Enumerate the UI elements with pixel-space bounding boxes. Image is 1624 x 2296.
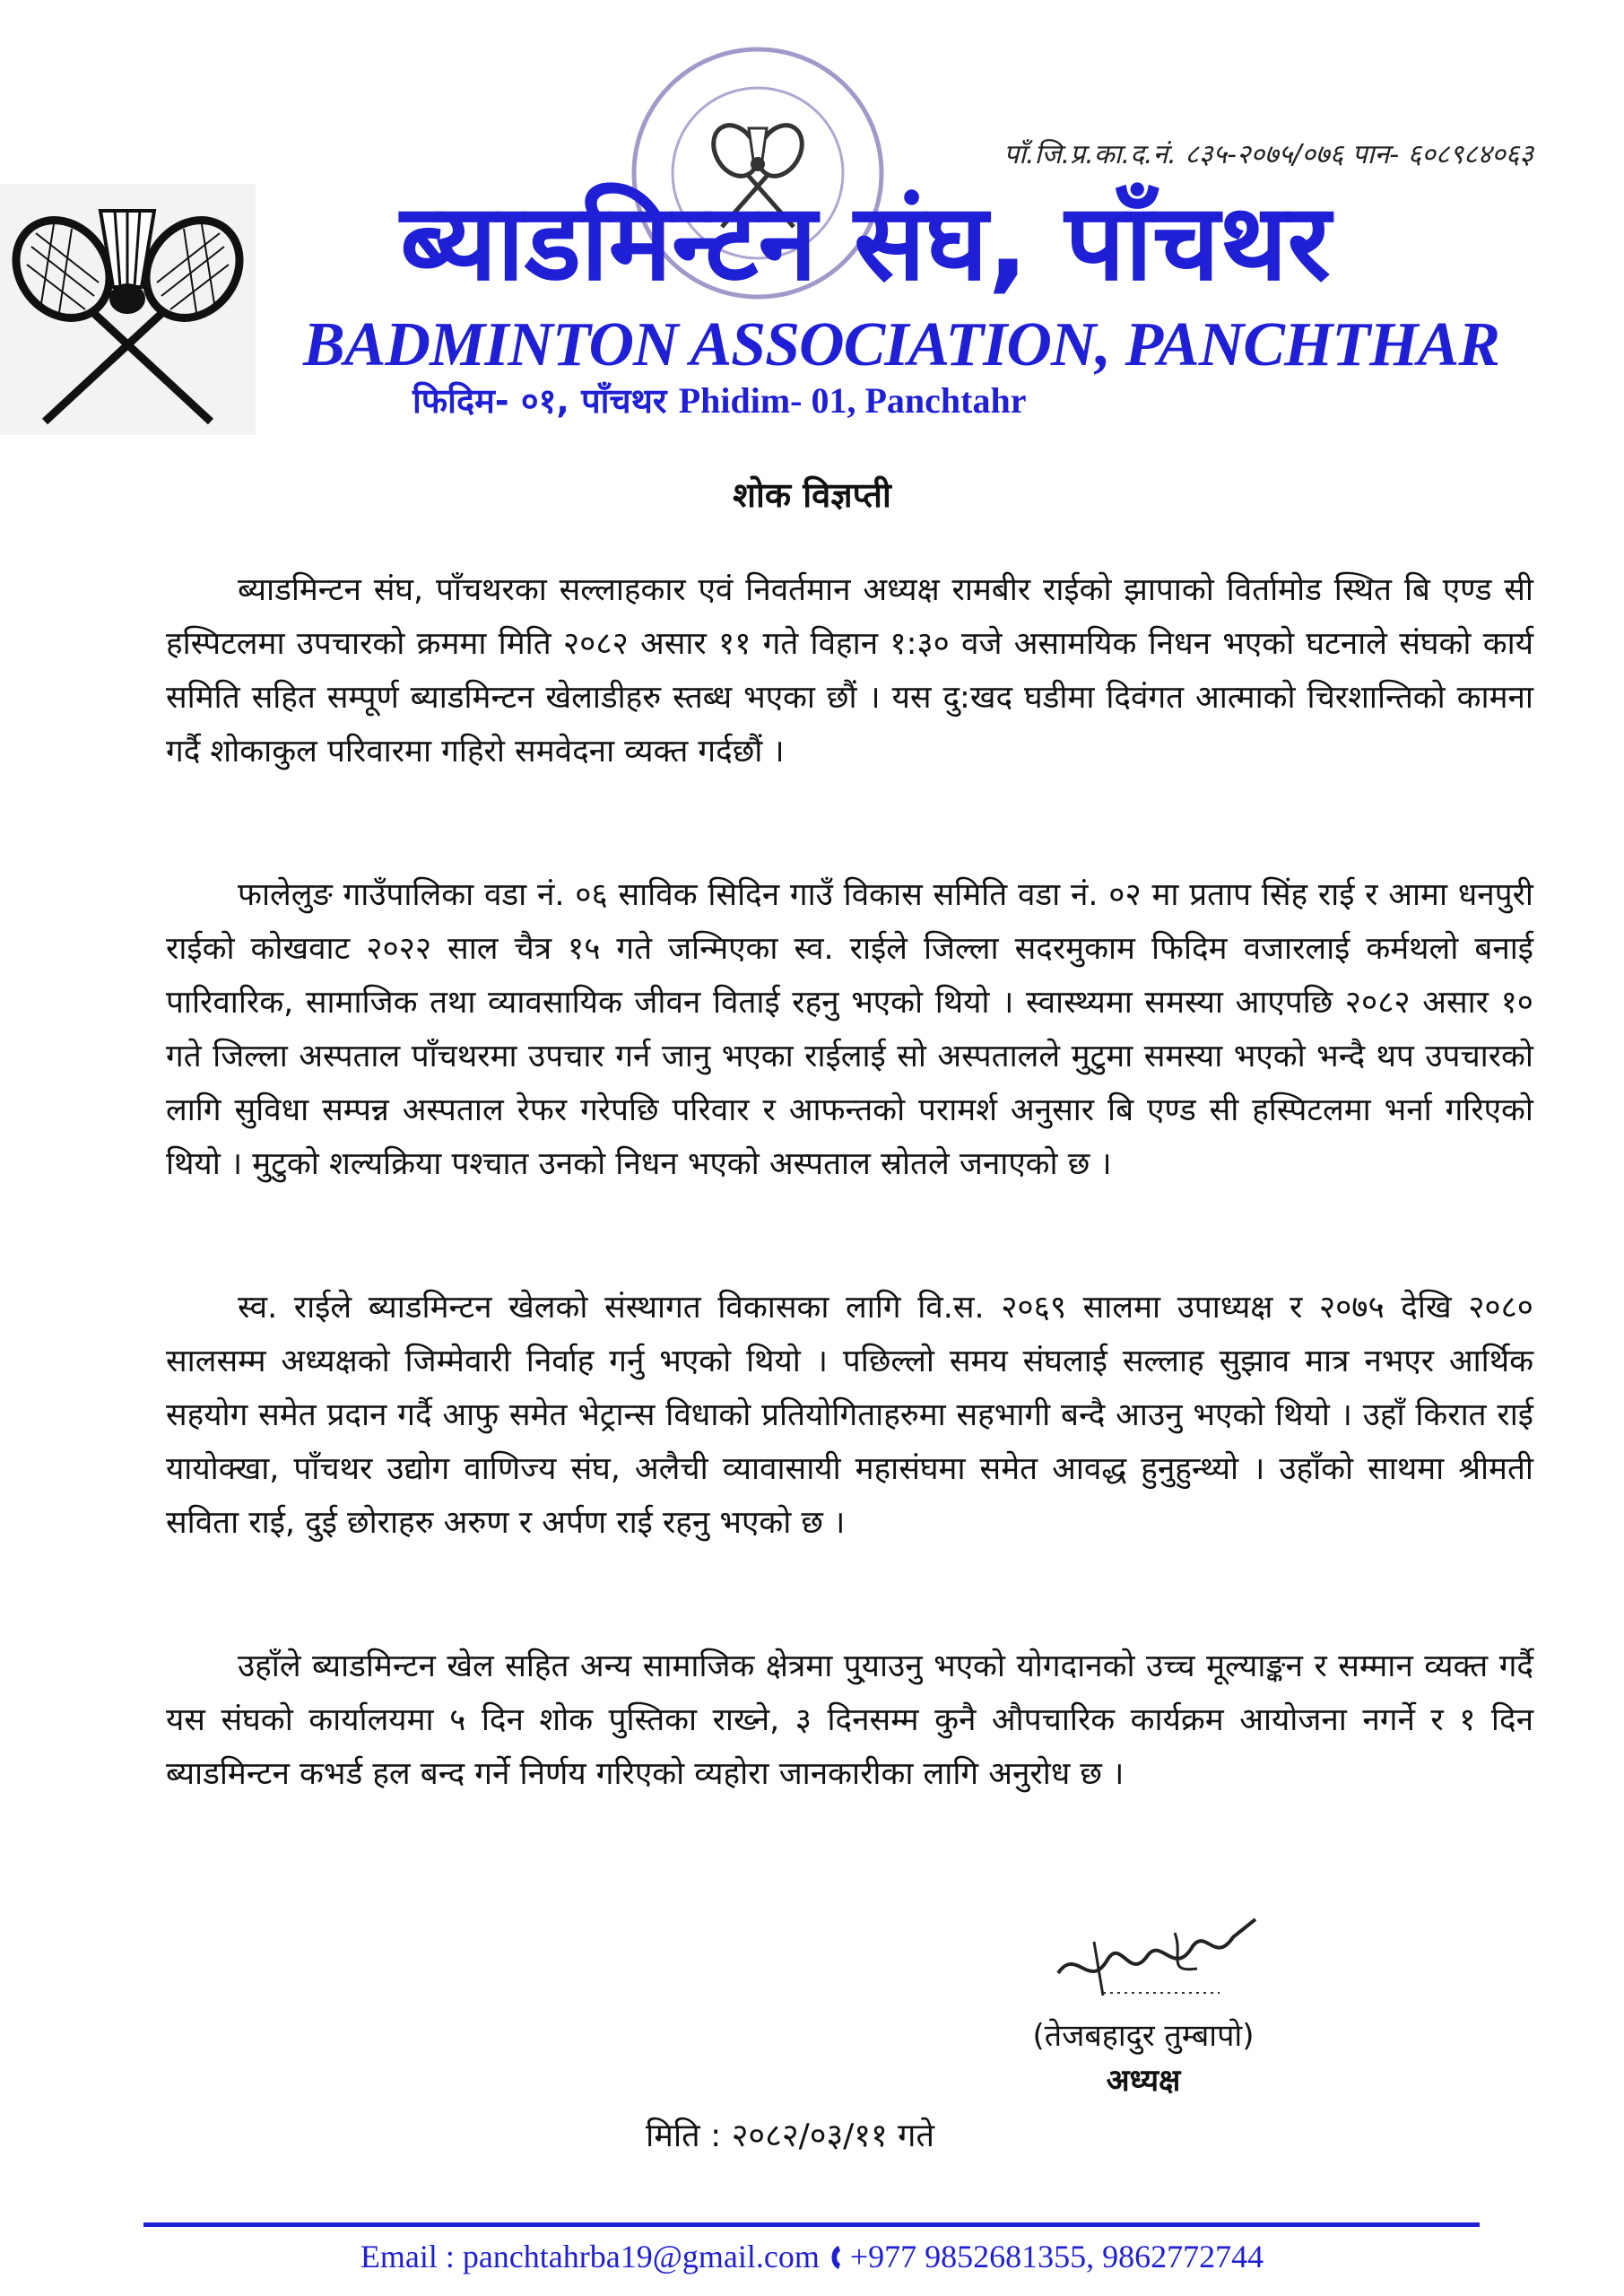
- organization-title-english: BADMINTON ASSOCIATION, PANCHTHAR: [303, 310, 1499, 379]
- footer-phone: +977 9852681355, 9862772744: [849, 2239, 1264, 2274]
- footer-email: Email : panchtahrba19@gmail.com: [360, 2239, 820, 2274]
- address-english: Phidim- 01, Panchtahr: [678, 380, 1027, 421]
- notice-paragraph: उहाँले ब्याडमिन्टन खेल सहित अन्य सामाजिक क्षेत्रमा पु्याउनु भएको योगदानको उच्च मूल्याङ्कन र सम्मान व्यक्त गर्दै यस संघको कार्यालयमा ५ दिन शोक पुस्तिका राख्ने, ३ दिनसम्म कुनै औपचारिक कार्यक्रम आयोजना नगर्ने र १ दिन ब्याडमिन्टन कभर्ड हल बन्द गर्ने निर्णय गरिएको व्यहोरा जानकारीका लागि अनुरोध छ ।: [166, 1648, 1533, 1792]
- notice-paragraph: ब्याडमिन्टन संघ, पाँचथरका सल्लाहकार एवं निवर्तमान अध्यक्ष रामबीर राईको झापाको विर्तामोड स्थित बि एण्ड सी हस्पिटलमा उपचारको क्रममा मिति २०८२ असार ११ गते विहान १:३० वजे असामयिक निधन भएको घटनाले संघको कार्य समिति सहित सम्पूर्ण ब्याडमिन्टन खेलाडीहरु स्तब्ध भएका छौं । यस दु:खद घडीमा दिवंगत आत्माको चिरशान्तिको कामना गर्दै शोकाकुल परिवारमा गहिरो समवेदना व्यक्त गर्दछौं ।: [166, 572, 1533, 770]
- registration-number: पाँ.जि.प्र.का.द.नं. ८३५-२०७५/०७६ पान- ६०८९८४०६३: [1003, 139, 1533, 170]
- phone-icon: [828, 2239, 850, 2274]
- notice-paragraph: स्व. राईले ब्याडमिन्टन खेलको संस्थागत विकासका लागि वि.स. २०६९ सालमा उपाध्यक्ष र २०७५ देखि २०८० सालसम्म अध्यक्षको जिम्मेवारी निर्वाह गर्नु भएको थियो । पछिल्लो समय संघलाई सल्लाह सुझाव मात्र नभएर आर्थिक सहयोग समेत प्रदान गर्दै आफु समेत भेट्रान्स विधाको प्रतियोगिताहरुमा सहभागी बन्दै आउनु भएको थियो । उहाँ किरात राई यायोक्खा, पाँचथर उद्योग वाणिज्य संघ, अलैची व्यावासायी महासंघमा समेत आवद्ध हुनुहुन्थ्यो । उहाँको साथमा श्रीमती सविता राई, दुई छोराहरु अरुण र अर्पण राई रहनु भएको छ ।: [166, 1290, 1533, 1541]
- footer-divider: [143, 2222, 1480, 2227]
- handwritten-signature: [1040, 1910, 1273, 2009]
- organization-address: [413, 377, 1309, 423]
- signatory-title: अध्यक्ष: [1106, 2063, 1181, 2099]
- footer-contact: [0, 2238, 1624, 2275]
- notice-paragraph: फालेलुङ गाउँपालिका वडा नं. ०६ साविक सिदिन गाउँ विकास समिति वडा नं. ०२ मा प्रताप सिंह राई र आमा धनपुरी राईको कोखवाट २०२२ साल चैत्र १५ गते जन्मिएका स्व. राईले जिल्ला सदरमुकाम फिदिम वजारलाई कर्मथलो बनाई पारिवारिक, सामाजिक तथा व्यावसायिक जीवन विताई रहनु भएको थियो । स्वास्थ्यमा समस्या आएपछि २०८२ असार १० गते जिल्ला अस्पताल पाँचथरमा उपचार गर्न जानु भएका राईलाई सो अस्पतालले मुटुमा समस्या भएको भन्दै थप उपचारको लागि सुविधा सम्पन्न अस्पताल रेफर गरेपछि परिवार र आफन्तको परामर्श अनुसार बि एण्ड सी हस्पिटलमा भर्ना गरिएको थियो । मुटुको शल्यक्रिया पश्चात उनको निधन भएको अस्पताल स्रोतले जनाएको छ ।: [166, 877, 1533, 1182]
- organization-title-nepali: ब्याडमिन्टन संघ, पाँचथर: [400, 180, 1331, 304]
- notice-date: मिति : २०८२/०३/११ गते: [646, 2118, 934, 2154]
- notice-heading: शोक विज्ञप्ती: [733, 475, 891, 515]
- address-nepali: फिदिम- ०१, पाँचथर: [413, 381, 667, 421]
- signatory-name: (तेजबहादुर तुम्बापो): [1032, 2018, 1255, 2054]
